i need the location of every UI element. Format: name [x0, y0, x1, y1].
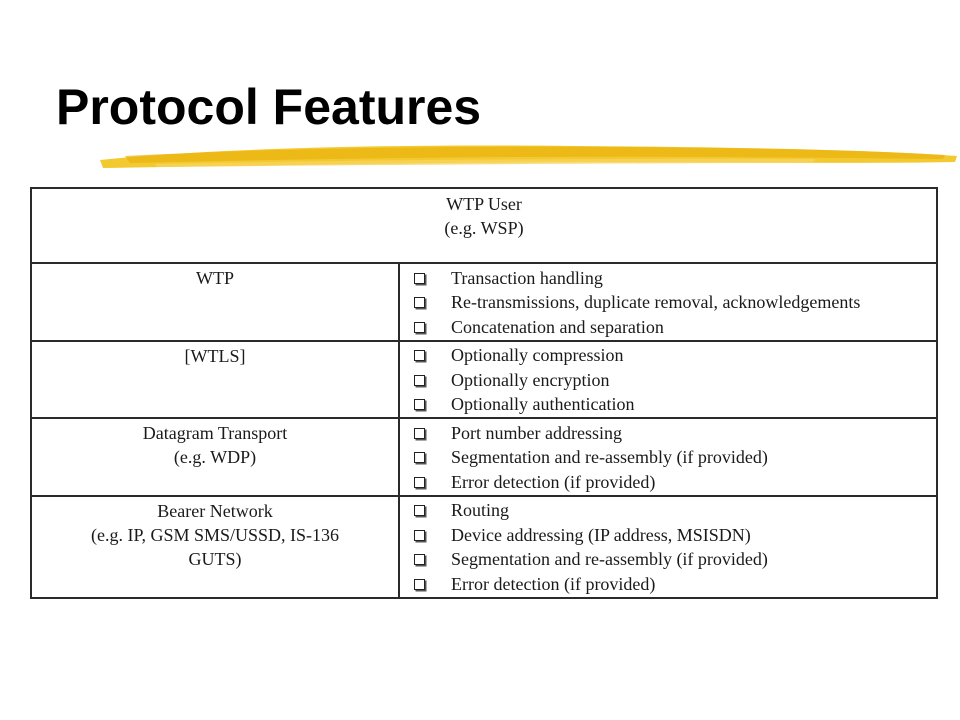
- layer-label: Bearer Network: [157, 500, 273, 521]
- layer-label: [WTLS]: [184, 345, 246, 366]
- checkbox-bullet-icon: [414, 554, 425, 565]
- checkbox-bullet-icon: [414, 399, 425, 410]
- checkbox-bullet-icon: [414, 477, 425, 488]
- list-item: [412, 291, 936, 316]
- checkbox-bullet-icon: [414, 428, 425, 439]
- feature-text: Segmentation and re-assembly (if provided): [451, 447, 768, 468]
- checkbox-bullet-icon: [414, 505, 425, 516]
- checkbox-bullet-icon: [414, 579, 425, 590]
- feature-text: Re-transmissions, duplicate removal, acknowledgements: [451, 292, 861, 313]
- checkbox-bullet-icon: [414, 273, 425, 284]
- list-item: [412, 523, 936, 548]
- slide-title: Protocol Features: [56, 79, 482, 135]
- layer-label: WTP: [196, 268, 234, 288]
- list-item: [412, 421, 936, 446]
- feature-text: Optionally compression: [451, 345, 624, 366]
- protocol-features-table: [30, 187, 938, 599]
- table-row-bearer-network: [31, 496, 937, 598]
- feature-text: Transaction handling: [451, 267, 603, 288]
- title-highlight-stroke: [95, 138, 960, 172]
- feature-text: Error detection (if provided): [451, 471, 656, 492]
- layer-cell-wtp: [31, 263, 399, 341]
- list-item: [412, 344, 936, 369]
- header-line-1: WTP User: [446, 194, 522, 214]
- checkbox-bullet-icon: [414, 322, 425, 333]
- list-item: [412, 393, 936, 418]
- checkbox-bullet-icon: [414, 452, 425, 463]
- list-item: [412, 572, 936, 597]
- table-row-datagram-transport: [31, 418, 937, 496]
- feature-list: [400, 344, 936, 418]
- feature-text: Segmentation and re-assembly (if provided): [451, 549, 768, 570]
- layer-cell-bearer-network: [31, 496, 399, 598]
- checkbox-bullet-icon: [414, 350, 425, 361]
- feature-text: Optionally authentication: [451, 394, 635, 415]
- feature-list: [400, 499, 936, 597]
- feature-cell-bearer-network: [399, 496, 937, 598]
- list-item: [412, 470, 936, 495]
- feature-text: Error detection (if provided): [451, 573, 656, 594]
- feature-cell-datagram-transport: [399, 418, 937, 496]
- layer-sublabel: (e.g. IP, GSM SMS/USSD, IS-136: [90, 524, 340, 545]
- feature-text: Port number addressing: [451, 422, 622, 443]
- list-item: [412, 446, 936, 471]
- header-line-2: (e.g. WSP): [444, 218, 524, 238]
- feature-text: Concatenation and separation: [451, 316, 664, 337]
- feature-cell-wtp: [399, 263, 937, 341]
- table-row-wtp: [31, 263, 937, 341]
- layer-sublabel: (e.g. WDP): [173, 447, 257, 467]
- feature-text: Device addressing (IP address, MSISDN): [451, 524, 751, 545]
- layer-cell-datagram-transport: [31, 418, 399, 496]
- table-header-row: [31, 188, 937, 263]
- feature-list: [400, 266, 936, 340]
- layer-label: Datagram Transport: [142, 423, 288, 443]
- list-item: [412, 368, 936, 393]
- layer-cell-wtls: [31, 341, 399, 419]
- list-item: [412, 499, 936, 524]
- list-item: [412, 266, 936, 291]
- checkbox-bullet-icon: [414, 297, 425, 308]
- wtp-user-cell: [31, 188, 937, 263]
- checkbox-bullet-icon: [414, 530, 425, 541]
- feature-text: Optionally encryption: [451, 369, 610, 390]
- table-row-wtls: [31, 341, 937, 419]
- checkbox-bullet-icon: [414, 375, 425, 386]
- list-item: [412, 315, 936, 340]
- feature-cell-wtls: [399, 341, 937, 419]
- layer-sublabel: GUTS): [188, 548, 242, 569]
- feature-list: [400, 421, 936, 495]
- feature-text: Routing: [451, 500, 510, 521]
- list-item: [412, 548, 936, 573]
